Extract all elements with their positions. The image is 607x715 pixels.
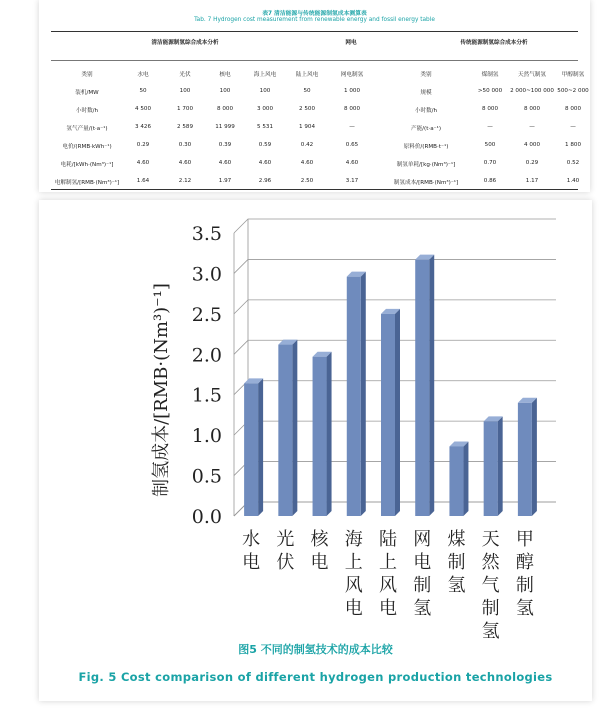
table-cell: 1 000: [343, 88, 361, 94]
table-cell: 0.29: [525, 160, 539, 166]
x-tick-label: 水电: [242, 529, 261, 573]
table-cell: 1.97: [218, 178, 232, 184]
table-cell: 1.64: [136, 178, 150, 184]
y-tick-label: 3.0: [191, 263, 222, 286]
gridline: [234, 259, 556, 273]
table-cell: 0.52: [566, 160, 580, 166]
table-cell: 5 531: [256, 124, 274, 130]
table-cell: 3 426: [134, 124, 152, 130]
bar-side: [498, 416, 503, 516]
table-cell: 2.50: [300, 178, 314, 184]
bar-front: [484, 421, 498, 516]
table-cell: 2 589: [176, 124, 194, 130]
bar-side: [395, 309, 400, 516]
table-cell: 1 904: [298, 124, 316, 130]
table-cell: —: [570, 124, 576, 130]
table-cell: 100: [179, 88, 191, 94]
y-tick-label: 3.5: [191, 223, 222, 245]
table-cell: 0.39: [218, 142, 232, 148]
bar: [244, 378, 263, 516]
bar-side: [361, 272, 366, 516]
table-cell: 原料价/(RMB·t⁻¹): [403, 144, 449, 150]
bar: [484, 416, 503, 516]
table-top-rule: [51, 31, 578, 32]
bar: [278, 340, 297, 516]
table-cell: 8 000: [216, 106, 234, 112]
table-col-header: 类别: [420, 72, 432, 78]
table-cell: 500: [484, 142, 496, 148]
bar-side: [429, 255, 434, 516]
bar-side: [292, 340, 297, 516]
bar-side: [258, 378, 263, 516]
table-cell: 1 700: [176, 106, 194, 112]
x-tick-label: 海上风电: [344, 529, 363, 619]
table-cell: 规模: [420, 90, 432, 96]
table-col-header: 核电: [219, 72, 231, 78]
table-cell: 2.96: [258, 178, 272, 184]
chart-panel: [39, 200, 592, 701]
y-axis-label: 制氢成本/[RMB·(Nm³)⁻¹]: [151, 283, 172, 497]
table-cell: 制氢成本/[RMB·(Nm³)⁻¹]: [393, 180, 459, 186]
table-cell: 50: [303, 88, 311, 94]
bar-front: [415, 260, 429, 516]
table-col-header: 类别: [81, 72, 93, 78]
table-title-cn: 表7 清洁能源与传统能源制氢成本测算表: [262, 11, 367, 17]
table-cell: 制氢单耗/[kg·(Nm³)⁻¹]: [396, 162, 456, 168]
table-cell: 0.59: [258, 142, 272, 148]
table-cell: 500~2 000: [557, 88, 589, 94]
cost-table-panel: [39, 0, 590, 192]
bar-front: [278, 345, 292, 516]
table-cell: 4.60: [258, 160, 272, 166]
table-cell: 0.29: [136, 142, 150, 148]
table-cell: 11 999: [215, 124, 235, 130]
table-cell: 2 000~100 000: [510, 88, 554, 94]
x-tick-label: 甲醇制氢: [515, 529, 534, 619]
table-cell: 8 000: [343, 106, 361, 112]
table-cell: 0.86: [483, 178, 497, 184]
table-cell: 8 000: [523, 106, 541, 112]
table-col-header: 煤制氢: [481, 72, 499, 78]
table-cell: 4.60: [345, 160, 359, 166]
bar: [381, 309, 400, 516]
table-cell: 小时数/h: [75, 108, 99, 114]
x-tick-label: 天然气制氢: [481, 529, 500, 642]
table-group-header: 网电: [345, 40, 357, 46]
bar-front: [244, 383, 258, 516]
gridline: [234, 219, 556, 233]
x-tick-label: 光伏: [276, 529, 295, 573]
x-tick-label: 煤制氢: [447, 529, 466, 596]
table-col-header: 甲醇制氢: [561, 72, 585, 78]
table-cell: 0.30: [178, 142, 192, 148]
table-cell: 1 800: [564, 142, 582, 148]
table-cell: 电价/(RMB·kWh⁻¹): [62, 144, 112, 150]
table-cell: >50 000: [477, 88, 503, 94]
figure-caption-cn: 图5 不同的制氢技术的成本比较: [238, 643, 393, 656]
table-cell: —: [487, 124, 493, 130]
table-col-header: 天然气制氢: [518, 72, 546, 78]
table-header-rule: [51, 60, 578, 61]
table-cell: 4.60: [300, 160, 314, 166]
table-cell: 电耗/[kWh·(Nm³)⁻¹]: [60, 162, 114, 168]
table-cell: 0.65: [345, 142, 359, 148]
x-tick-label: 核电: [310, 529, 329, 573]
table-cell: 2.12: [178, 178, 192, 184]
bar-side: [532, 398, 537, 516]
table-col-header: 海上风电: [253, 72, 277, 78]
table-cell: 0.70: [483, 160, 497, 166]
figure-caption-en: Fig. 5 Cost comparison of different hydrogen production technologies: [78, 670, 553, 684]
table-col-header: 网电制氢: [340, 72, 364, 78]
bar-front: [449, 446, 463, 516]
table-cell: 1.40: [566, 178, 580, 184]
table-cell: 4.60: [136, 160, 150, 166]
bar-chart: [39, 200, 592, 701]
table-cell: 4 000: [523, 142, 541, 148]
table-col-header: 光伏: [179, 72, 191, 78]
table-title-en: Tab. 7 Hydrogen cost measurement from renewable energy and fossil energy table: [194, 17, 435, 23]
x-tick-label: 网电制氢: [413, 529, 432, 619]
bar: [347, 272, 366, 516]
table-bottom-rule: [51, 189, 578, 190]
x-tick-label: 陆上风电: [379, 529, 397, 619]
table-group-header: 清洁能源制氢综合成本分析: [151, 40, 219, 46]
table-cell: 1.17: [525, 178, 539, 184]
table-cell: 8 000: [564, 106, 582, 112]
table-cell: 8 000: [481, 106, 499, 112]
table-cell: 50: [139, 88, 147, 94]
bar: [449, 441, 468, 516]
table-cell: 4 500: [134, 106, 152, 112]
table-cell: 2 500: [298, 106, 316, 112]
table-cell: 100: [219, 88, 231, 94]
table-cell: 4.60: [218, 160, 232, 166]
table-cell: 氢气产量/(t·a⁻¹): [66, 126, 108, 132]
bar-side: [463, 441, 468, 516]
bar-front: [518, 403, 532, 516]
table-cell: 电解制氢/[RMB·(Nm³)⁻¹]: [54, 180, 120, 186]
table-col-header: 水电: [137, 72, 149, 78]
bar-front: [381, 314, 395, 516]
table-group-header: 传统能源制氢综合成本分析: [460, 40, 528, 46]
table-cell: 4.60: [178, 160, 192, 166]
bar-front: [347, 277, 361, 516]
table-cell: 3 000: [256, 106, 274, 112]
y-tick-label: 2.0: [191, 344, 222, 367]
bar-front: [313, 357, 327, 516]
bar: [415, 255, 434, 516]
bar: [518, 398, 537, 516]
bar-side: [327, 352, 332, 516]
table-cell: —: [349, 124, 355, 130]
bar: [313, 352, 332, 516]
table-cell: 3.17: [345, 178, 359, 184]
table-cell: 装机/MW: [75, 90, 99, 96]
table-cell: 产能/(t·a⁻¹): [410, 126, 442, 132]
table-cell: 100: [259, 88, 271, 94]
y-tick-label: 0.0: [191, 506, 222, 528]
table-cell: —: [529, 124, 535, 130]
y-tick-label: 1.5: [191, 384, 222, 407]
table-cell: 小时数/h: [414, 108, 438, 114]
y-tick-label: 0.5: [191, 465, 222, 488]
y-tick-label: 1.0: [191, 425, 222, 448]
table-cell: 0.42: [300, 142, 314, 148]
y-tick-label: 2.5: [191, 303, 222, 326]
table-col-header: 陆上风电: [295, 72, 319, 78]
